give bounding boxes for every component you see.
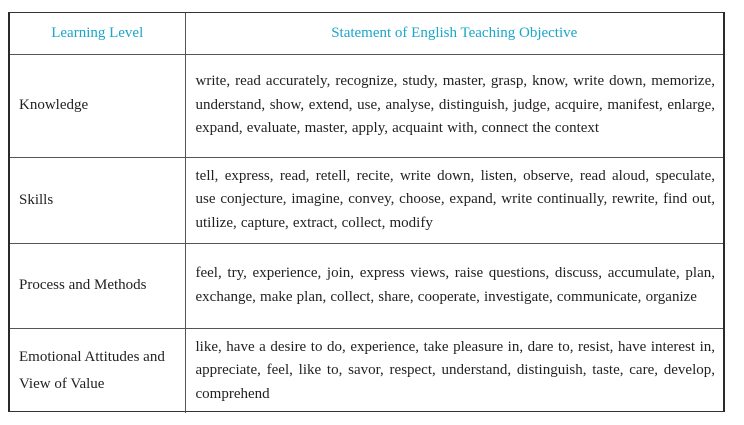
objective-cell: tell, express, read, retell, recite, write down, listen, observe, read aloud, speculate, use conjecture, imagine, convey, choose, expand, write continually, rewrite, find out, utilize, capture, extract, collect, modify xyxy=(185,157,723,243)
header-learning-level: Learning Level xyxy=(10,13,185,54)
objective-cell: like, have a desire to do, experience, take pleasure in, dare to, resist, have interest in, appreciate, feel, like to, savor, respect, understand, distinguish, taste, care, develop, comprehend xyxy=(185,328,723,413)
table-row xyxy=(10,157,723,243)
objective-cell: feel, try, experience, join, express views, raise questions, discuss, accumulate, plan, exchange, make plan, collect, share, cooperate, investigate, communicate, organize xyxy=(185,243,723,328)
learning-level-cell: Skills xyxy=(10,157,185,243)
objective-cell: write, read accurately, recognize, study, master, grasp, know, write down, memorize, understand, show, extend, use, analyse, distinguish, judge, acquire, manifest, enlarge, expand, evaluate, master, apply, acquaint with, connect the context xyxy=(185,54,723,157)
objectives-table xyxy=(10,13,723,413)
learning-level-cell: Process and Methods xyxy=(10,243,185,328)
objectives-table-frame xyxy=(8,12,725,412)
learning-level-cell: Emotional Attitudes and View of Value xyxy=(10,328,185,413)
header-row xyxy=(10,13,723,54)
learning-level-cell: Knowledge xyxy=(10,54,185,157)
table-row xyxy=(10,54,723,157)
table-row xyxy=(10,328,723,413)
header-teaching-objective: Statement of English Teaching Objective xyxy=(185,13,723,54)
table-row xyxy=(10,243,723,328)
